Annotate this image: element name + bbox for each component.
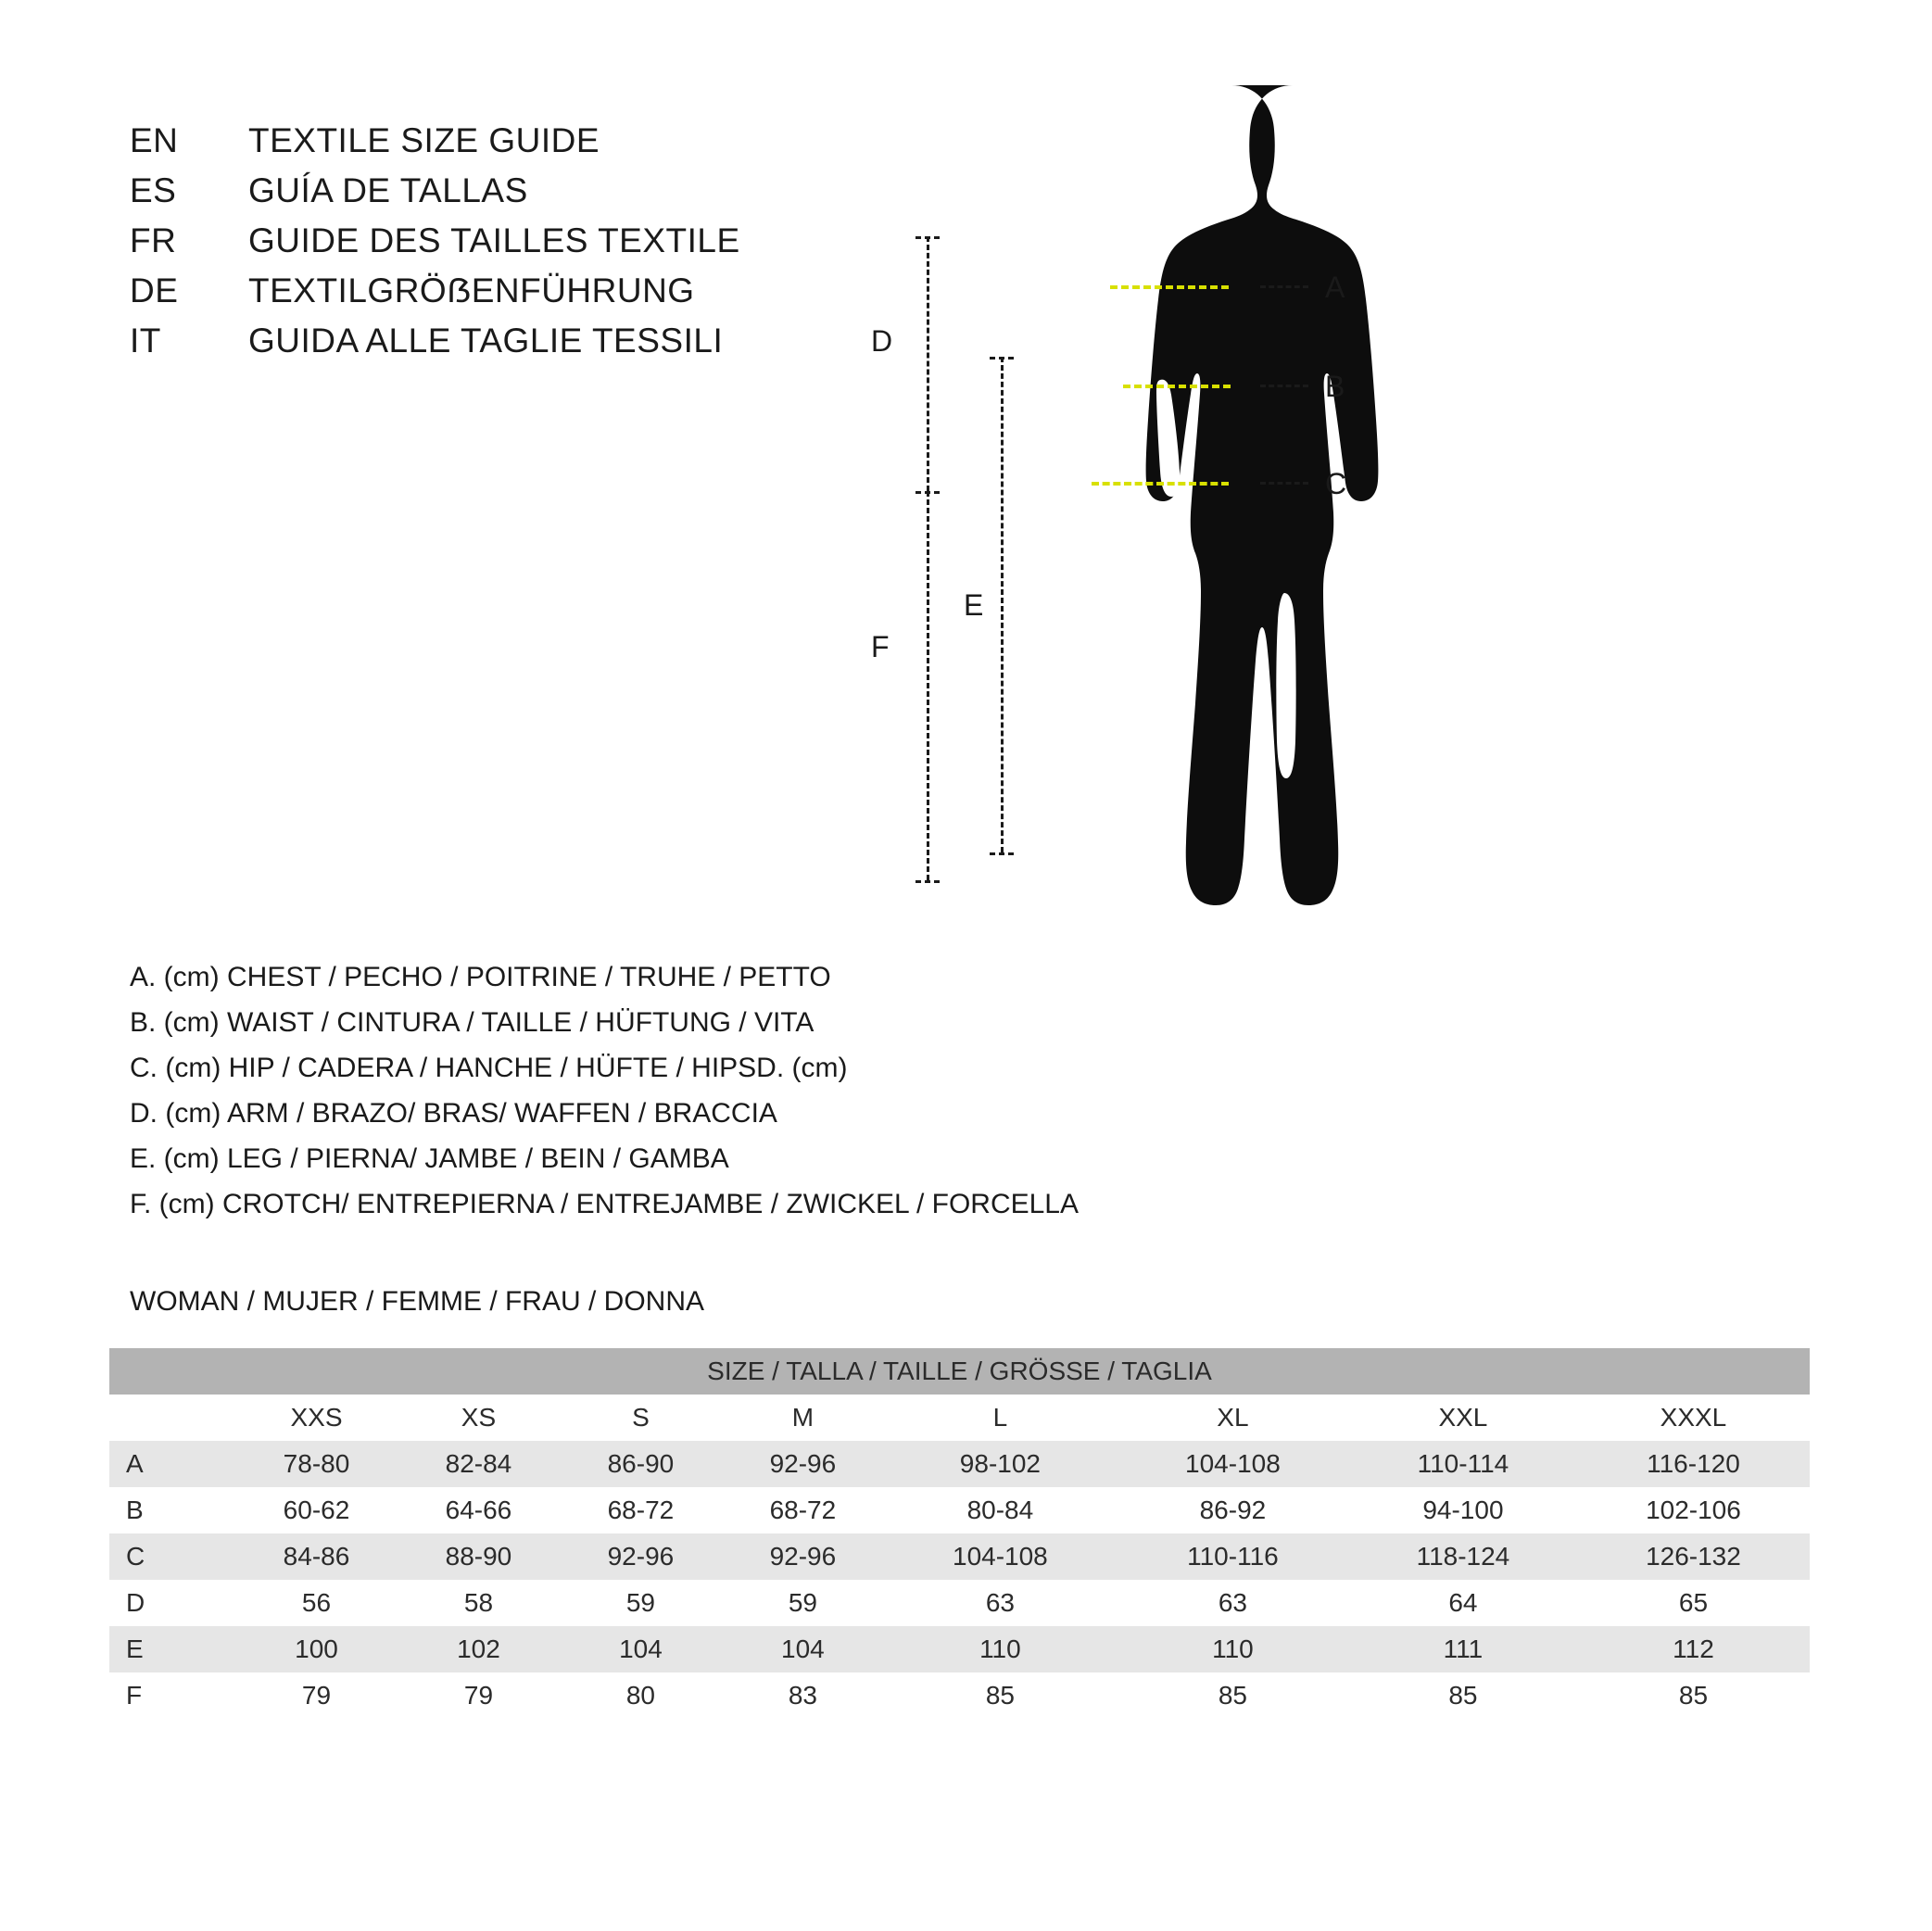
cell-c-xxl: 118-124	[1349, 1533, 1577, 1580]
table-row	[109, 1441, 1810, 1487]
legend-item-a: A. (cm) CHEST / PECHO / POITRINE / TRUHE / PETTO	[130, 962, 831, 992]
cell-a-xl: 104-108	[1117, 1441, 1349, 1487]
table-row	[109, 1626, 1810, 1672]
title-row	[130, 266, 834, 316]
waist-leader-line	[1260, 385, 1308, 387]
title-text-en: TEXTILE SIZE GUIDE	[248, 121, 600, 159]
cell-b-xs: 64-66	[398, 1487, 560, 1533]
cell-d-m: 59	[722, 1580, 884, 1626]
cell-f-xl: 85	[1117, 1672, 1349, 1719]
table-header-label: SIZE / TALLA / TAILLE / GRÖSSE / TAGLIA	[109, 1348, 1810, 1395]
title-lang-fr: FR	[130, 221, 177, 259]
title-text-de: TEXTILGRÖẞENFÜHRUNG	[248, 271, 695, 309]
cell-b-m: 68-72	[722, 1487, 884, 1533]
arm-dimension-cap-top	[915, 236, 940, 239]
title-text-es: GUÍA DE TALLAS	[248, 171, 528, 209]
body-measurement-diagram	[871, 74, 1863, 1186]
leg-dimension-cap-top	[990, 357, 1014, 360]
row-label-b: B	[109, 1487, 235, 1533]
size-header-xs: XS	[398, 1395, 560, 1441]
cell-d-xl: 63	[1117, 1580, 1349, 1626]
cell-f-xxxl: 85	[1577, 1672, 1810, 1719]
cell-d-xs: 58	[398, 1580, 560, 1626]
cell-c-m: 92-96	[722, 1533, 884, 1580]
cell-c-xs: 88-90	[398, 1533, 560, 1580]
size-header-m: M	[722, 1395, 884, 1441]
table-size-row	[109, 1395, 1810, 1441]
title-text-it: GUIDA ALLE TAGLIE TESSILI	[248, 322, 724, 360]
size-header-xxs: XXS	[235, 1395, 398, 1441]
leg-dimension-line	[1001, 357, 1004, 852]
cell-e-xs: 102	[398, 1626, 560, 1672]
title-lang-es: ES	[130, 171, 177, 209]
size-table	[109, 1348, 1810, 1719]
cell-f-xxl: 85	[1349, 1672, 1577, 1719]
cell-c-l: 104-108	[884, 1533, 1117, 1580]
table-header-band	[109, 1348, 1810, 1395]
legend-item-e: E. (cm) LEG / PIERNA/ JAMBE / BEIN / GAMBA	[130, 1143, 729, 1174]
title-lang-en: EN	[130, 121, 179, 159]
size-header-xxl: XXL	[1349, 1395, 1577, 1441]
legend-item-b: B. (cm) WAIST / CINTURA / TAILLE / HÜFTUNG / VITA	[130, 1007, 814, 1038]
table-corner-cell	[109, 1395, 235, 1441]
cell-e-xxl: 111	[1349, 1626, 1577, 1672]
title-row	[130, 216, 834, 266]
table-row	[109, 1487, 1810, 1533]
cell-d-s: 59	[560, 1580, 722, 1626]
section-caption: WOMAN / MUJER / FEMME / FRAU / DONNA	[130, 1286, 704, 1317]
cell-b-xl: 86-92	[1117, 1487, 1349, 1533]
legend-item-d: D. (cm) ARM / BRAZO/ BRAS/ WAFFEN / BRACCIA	[130, 1098, 777, 1129]
chest-measure-line	[1110, 285, 1229, 289]
crotch-dimension-cap-bottom	[915, 880, 940, 883]
title-row	[130, 166, 834, 216]
cell-a-xs: 82-84	[398, 1441, 560, 1487]
cell-a-s: 86-90	[560, 1441, 722, 1487]
cell-b-s: 68-72	[560, 1487, 722, 1533]
cell-e-xl: 110	[1117, 1626, 1349, 1672]
size-header-xxxl: XXXL	[1577, 1395, 1810, 1441]
legend-item-c: C. (cm) HIP / CADERA / HANCHE / HÜFTE / HIPSD. (cm)	[130, 1053, 848, 1083]
cell-d-xxs: 56	[235, 1580, 398, 1626]
cell-e-s: 104	[560, 1626, 722, 1672]
row-label-a: A	[109, 1441, 235, 1487]
cell-d-xxxl: 65	[1577, 1580, 1810, 1626]
cell-e-m: 104	[722, 1626, 884, 1672]
title-text-fr: GUIDE DES TAILLES TEXTILE	[248, 221, 740, 259]
size-header-l: L	[884, 1395, 1117, 1441]
legend-block	[130, 954, 1186, 1227]
hip-measure-line	[1092, 482, 1229, 486]
cell-e-xxxl: 112	[1577, 1626, 1810, 1672]
table-row	[109, 1672, 1810, 1719]
cell-f-l: 85	[884, 1672, 1117, 1719]
cell-f-xxs: 79	[235, 1672, 398, 1719]
cell-f-m: 83	[722, 1672, 884, 1719]
cell-d-xxl: 64	[1349, 1580, 1577, 1626]
crotch-dimension-line	[927, 491, 929, 880]
hip-leader-line	[1260, 482, 1308, 485]
marker-label-c: C	[1325, 467, 1347, 500]
title-lang-de: DE	[130, 271, 179, 309]
legend-item-f: F. (cm) CROTCH/ ENTREPIERNA / ENTREJAMBE / ZWICKEL / FORCELLA	[130, 1189, 1079, 1219]
size-header-s: S	[560, 1395, 722, 1441]
row-label-e: E	[109, 1626, 235, 1672]
marker-label-a: A	[1325, 271, 1345, 304]
table-row	[109, 1580, 1810, 1626]
dimension-label-d: D	[871, 324, 893, 358]
dimension-label-e: E	[964, 588, 984, 622]
title-row	[130, 116, 834, 166]
row-label-d: D	[109, 1580, 235, 1626]
cell-f-xs: 79	[398, 1672, 560, 1719]
size-header-xl: XL	[1117, 1395, 1349, 1441]
cell-e-xxs: 100	[235, 1626, 398, 1672]
dimension-label-f: F	[871, 630, 890, 663]
row-label-f: F	[109, 1672, 235, 1719]
title-block	[130, 116, 834, 366]
cell-c-s: 92-96	[560, 1533, 722, 1580]
cell-b-xxs: 60-62	[235, 1487, 398, 1533]
cell-c-xxs: 84-86	[235, 1533, 398, 1580]
waist-measure-line	[1123, 385, 1231, 388]
title-row	[130, 316, 834, 366]
cell-a-xxs: 78-80	[235, 1441, 398, 1487]
cell-c-xl: 110-116	[1117, 1533, 1349, 1580]
leg-dimension-cap-bottom	[990, 852, 1014, 855]
marker-label-b: B	[1325, 370, 1345, 403]
cell-f-s: 80	[560, 1672, 722, 1719]
cell-a-xxxl: 116-120	[1577, 1441, 1810, 1487]
cell-e-l: 110	[884, 1626, 1117, 1672]
title-lang-it: IT	[130, 322, 161, 360]
cell-c-xxxl: 126-132	[1577, 1533, 1810, 1580]
cell-a-l: 98-102	[884, 1441, 1117, 1487]
cell-b-xxxl: 102-106	[1577, 1487, 1810, 1533]
cell-a-xxl: 110-114	[1349, 1441, 1577, 1487]
chest-leader-line	[1260, 285, 1308, 288]
cell-a-m: 92-96	[722, 1441, 884, 1487]
arm-dimension-line	[927, 236, 929, 491]
row-label-c: C	[109, 1533, 235, 1580]
table-row	[109, 1533, 1810, 1580]
cell-b-l: 80-84	[884, 1487, 1117, 1533]
cell-d-l: 63	[884, 1580, 1117, 1626]
cell-b-xxl: 94-100	[1349, 1487, 1577, 1533]
